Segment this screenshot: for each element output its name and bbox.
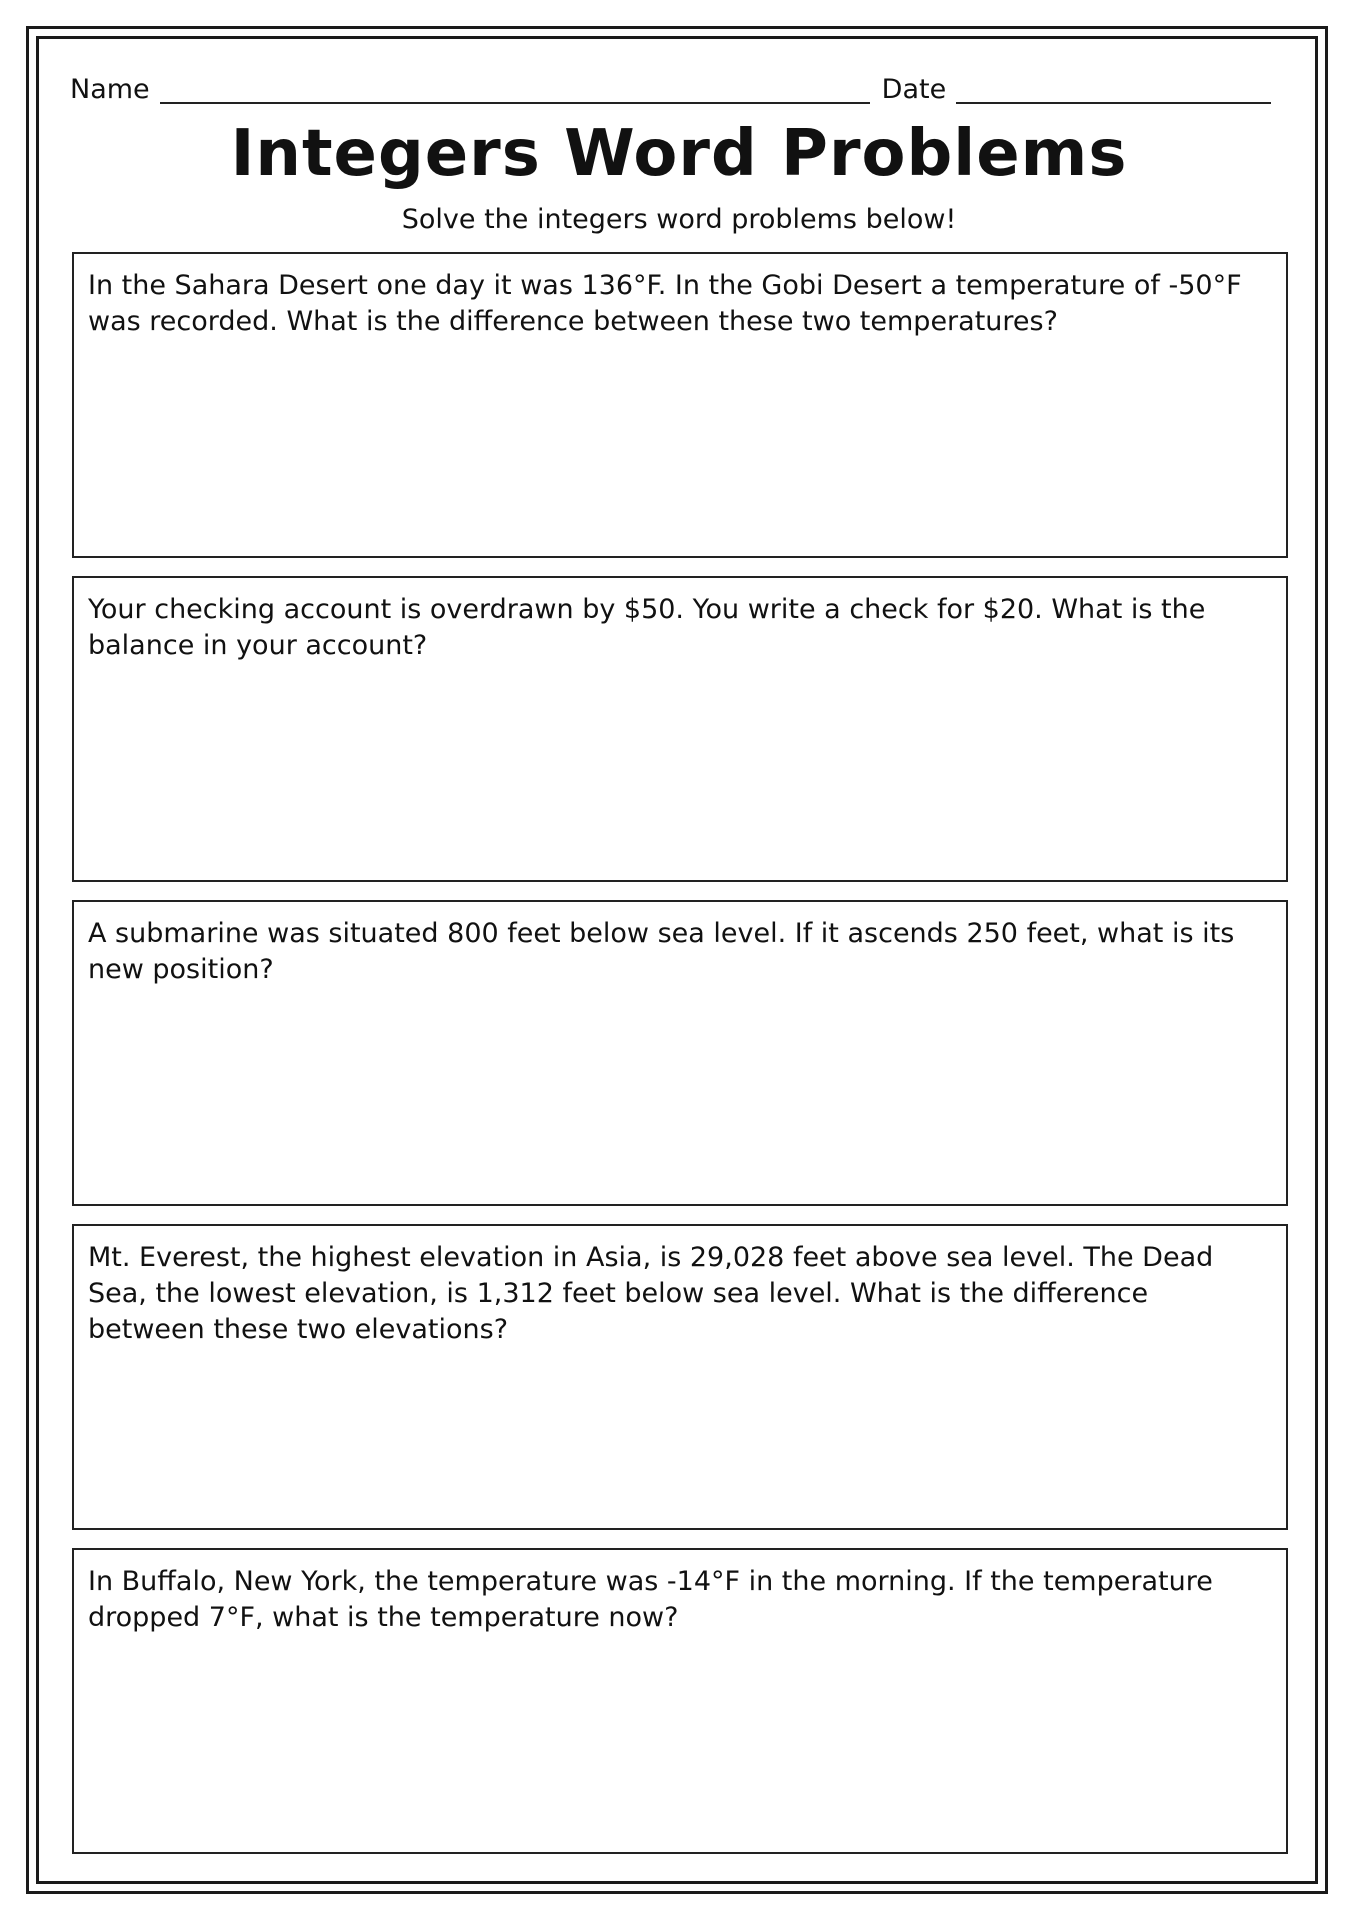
problem-box-5[interactable] <box>72 1548 1288 1854</box>
header-line <box>70 70 1288 110</box>
date-field[interactable] <box>956 74 1271 104</box>
problem-box-2[interactable] <box>72 576 1288 882</box>
date-label: Date <box>881 74 947 105</box>
name-label: Name <box>70 74 150 105</box>
page-title: Integers Word Problems <box>230 117 1128 191</box>
problem-box-1[interactable] <box>72 252 1288 558</box>
problem-box-4[interactable] <box>72 1224 1288 1530</box>
name-field[interactable] <box>160 74 870 104</box>
problem-box-3[interactable] <box>72 900 1288 1206</box>
page-subtitle: Solve the integers word problems below! <box>401 204 957 235</box>
problem-text: Mt. Everest, the highest elevation in Asia, is 29,028 feet above sea level. The Dead Sea, the lowest elevation, is 1,312 feet below sea level. What is the difference between these two elevations? <box>88 1242 1214 1345</box>
problem-list <box>72 252 1288 1872</box>
problem-text: In the Sahara Desert one day it was 136°F. In the Gobi Desert a temperature of -50°F was recorded. What is the difference between these two temperatures? <box>88 270 1242 337</box>
problem-text: In Buffalo, New York, the temperature was -14°F in the morning. If the temperature dropped 7°F, what is the temperature now? <box>88 1566 1213 1633</box>
problem-text: Your checking account is overdrawn by $50. You write a check for $20. What is the balance in your account? <box>88 594 1206 661</box>
problem-text: A submarine was situated 800 feet below sea level. If it ascends 250 feet, what is its new position? <box>88 918 1235 985</box>
